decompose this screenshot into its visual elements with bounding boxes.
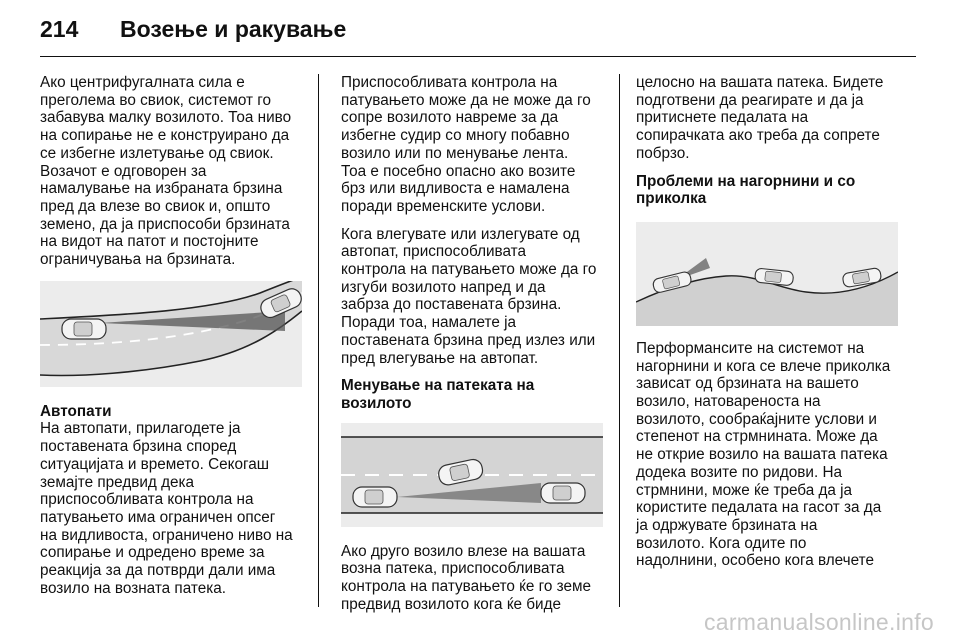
curve-road-illustration xyxy=(40,281,302,387)
page-title: Возење и ракување xyxy=(120,16,347,42)
hills-illustration xyxy=(636,222,898,326)
column-1 xyxy=(40,74,302,597)
column-2 xyxy=(341,74,603,613)
column-divider-1 xyxy=(318,74,319,607)
lane-change-svg xyxy=(341,423,603,527)
lane-change-paragraph: Ако друго возило влезе на вашата возна патека, приспособливата контрола на патувањето ќе го земе предвид возилото кога ќе биде xyxy=(341,542,591,613)
curve-intro-paragraph: Ако центрифугалната сила е преголема во свиок, системот го забавува малку возилото. Тоа ниво на сопирање не е конструирано да се избегне излетување од свиок. Возачот е одговорен за намалување на избраната брзина пред да влезе во свиок и, општо земено, да ја приспособи брзината на видот на патот и постојните ограничувања на брзината. xyxy=(40,74,292,269)
braking-limit-paragraph: Приспособливата контрола на патувањето може да не може да го сопре возилото навреме за да избегне судир со многу побавно возило или по менување лента. Тоа е посебно опасно ако возите брз или видливоста е намалена поради временските услови. xyxy=(341,74,591,215)
highway-exit-paragraph: Кога влегувате или излегувате од автопат, приспособливата контрола на патувањето може да го изгуби возилото напред и да забрза до поставената брзина. Поради тоа, намалете ја поставената брзина пред излез или пред влегување на автопат. xyxy=(341,225,597,367)
hills-svg xyxy=(636,222,898,326)
page-header xyxy=(40,16,346,43)
column-divider-2 xyxy=(619,74,620,607)
watermark: carmanualsonline.info xyxy=(703,609,934,635)
section-heading-hills-trailer: Проблеми на нагорнини и со приколка xyxy=(636,172,856,208)
highways-paragraph: На автопати, прилагодете ја поставената брзина според ситуацијата и времето. Секогаш земајте предвид дека приспособливата контрола на патувањето има ограничен опсег на видливоста, ограничено ниво на сопирање и одредено време за реакција за да потврди дали има возило на возната патека. xyxy=(40,420,293,597)
curve-road-svg xyxy=(40,281,302,387)
header-rule xyxy=(40,56,916,57)
page-number: 214 xyxy=(40,16,79,42)
lane-change-illustration xyxy=(341,423,603,527)
column-3 xyxy=(636,74,914,570)
hills-trailer-paragraph: Перформансите на системот на нагорнини и кога се влече приколка зависат од брзината на вашето возило, натовареноста на возилото, сообраќајните услови и степенот на стрмнината. Може да не открие возило на вашата патека додека возите по ридови. На стрмнини, може ќе треба да ја користите педалата на гасот за да ја одржувате брзината на возилото. Кога одите по надолнини, особено кога влечете xyxy=(636,339,891,570)
section-heading-lane-change: Менување на патеката на возилото xyxy=(341,377,535,412)
section-heading-highways: Автопати xyxy=(40,402,112,420)
lane-change-continued-paragraph: целосно на вашата патека. Бидете подготвени да реагирате и да ја притиснете педалата на сопирачката ако треба да сопрете побрзо. xyxy=(636,74,884,162)
